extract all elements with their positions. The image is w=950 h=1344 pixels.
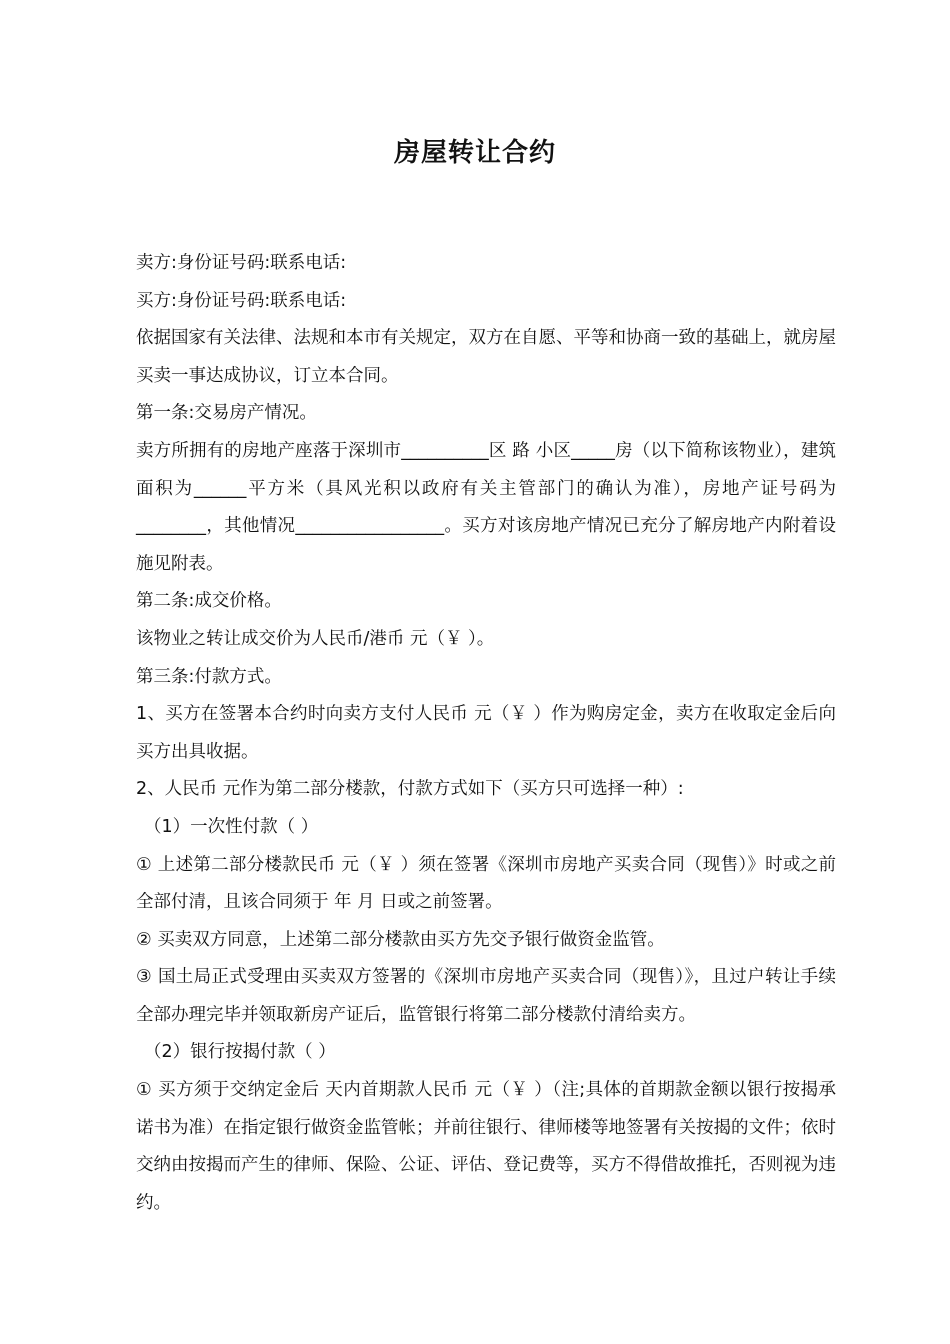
buyer-info-line: 买方:身份证号码:联系电话: bbox=[136, 290, 347, 311]
article-3-heading: 第三条:付款方式。 bbox=[136, 666, 282, 687]
second-payment-clause: 2、人民币 元作为第二部分楼款，付款方式如下（买方只可选择一种）: bbox=[136, 779, 684, 800]
article-2-heading: 第二条:成交价格。 bbox=[136, 591, 282, 612]
article-2-paragraph: 该物业之转让成交价为人民币/港币 元（￥ ）。 bbox=[136, 628, 495, 649]
article-1-paragraph: 卖方所拥有的房地产座落于深圳市__________区 路 小区_____房（以下简称该物业），建筑面积为______平方米（具风光积以政府有关主管部门的确认为准），房地产证号码为________，其他情况_________________。买方对该房地产情况已充分了解房地产内附着设施见附表。 bbox=[136, 440, 836, 574]
seller-info-line: 卖方:身份证号码:联系电话: bbox=[136, 253, 347, 273]
document-title: 房屋转让合约 bbox=[393, 138, 556, 168]
lump-sum-item-3: ③ 国土局正式受理由买卖双方签署的《深圳市房地产买卖合同（现售）》，且过户转让手续全部办理完毕并领取新房产证后，监管银行将第二部分楼款付清给卖方。 bbox=[136, 967, 836, 1025]
document-body bbox=[116, 245, 836, 1222]
mortgage-option-heading: （2）银行按揭付款（ ） bbox=[144, 1042, 336, 1063]
deposit-clause: 1、买方在签署本合约时向卖方支付人民币 元（￥ ）作为购房定金，卖方在收取定金后向买方出具收据。 bbox=[136, 704, 836, 762]
preamble-paragraph: 依据国家有关法律、法规和本市有关规定，双方在自愿、平等和协商一致的基础上，就房屋买卖一事达成协议，订立本合同。 bbox=[136, 328, 836, 386]
lump-sum-item-2: ② 买卖双方同意，上述第二部分楼款由买方先交予银行做资金监管。 bbox=[136, 929, 665, 950]
mortgage-item-1: ① 买方须于交纳定金后 天内首期款人民币 元（￥ ）（注;具体的首期款金额以银行按揭承诺书为准）在指定银行做资金监管帐；并前往银行、律师楼等地签署有关按揭的文件；依时交纳由按揭而产生的律师、保险、公证、评估、登记费等，买方不得借故推托，否则视为违约。 bbox=[136, 1080, 836, 1213]
lump-sum-item-1: ① 上述第二部分楼款民币 元（￥ ）须在签署《深圳市房地产买卖合同（现售）》时或之前全部付清，且该合同须于 年 月 日或之前签署。 bbox=[136, 854, 836, 913]
article-1-heading: 第一条:交易房产情况。 bbox=[136, 403, 317, 424]
lump-sum-option-heading: （1）一次性付款（ ） bbox=[144, 816, 319, 837]
